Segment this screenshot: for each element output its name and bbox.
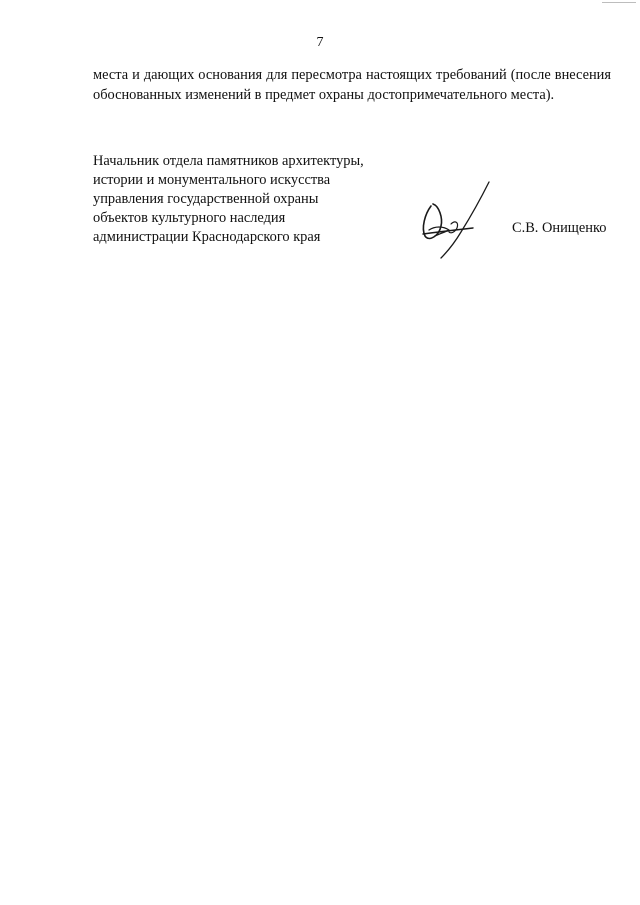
signature-title-line: управления государственной охраны: [93, 191, 319, 207]
page-number: 7: [316, 35, 324, 50]
signature-title-line: Начальник отдела памятников архитектуры,: [93, 153, 364, 169]
signature-block-title: [93, 152, 393, 247]
signature-title-line: объектов культурного наследия: [93, 210, 286, 226]
signature-title-line: истории и монументального искусства: [93, 172, 331, 188]
page-corner-mark: [602, 0, 636, 3]
signature-title-line: администрации Краснодарского края: [93, 229, 321, 245]
handwritten-signature: [415, 176, 495, 260]
body-paragraph: места и дающих основания для пересмотра настоящих требований (после внесения обоснованных изменений в предмет охраны достопримечательного места).: [93, 67, 611, 103]
signer-name: С.В. Онищенко: [512, 220, 607, 236]
